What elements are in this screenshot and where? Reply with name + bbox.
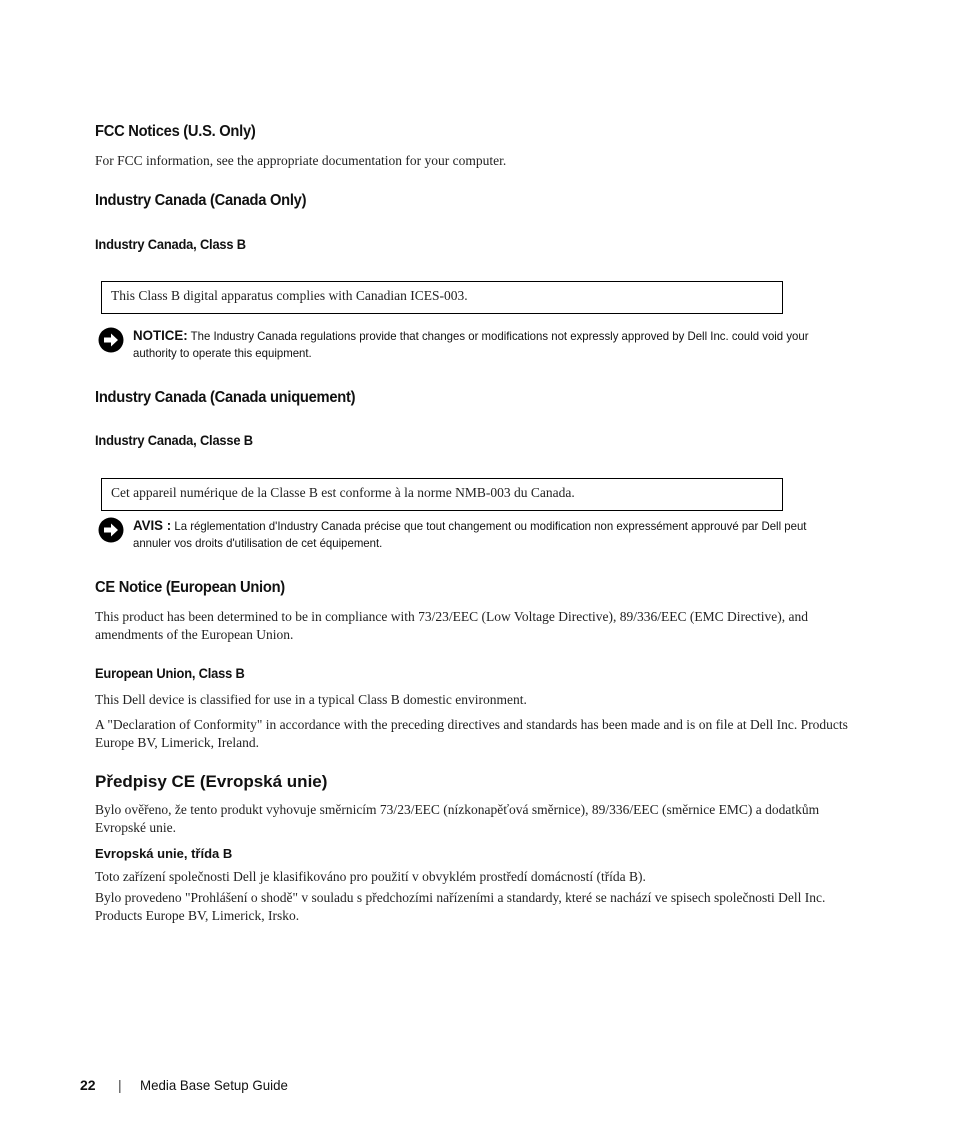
- avis-block: [98, 517, 863, 557]
- cz-heading: Předpisy CE (Evropská unie): [95, 772, 328, 791]
- notice-arrow-icon: [98, 517, 124, 543]
- ic-subheading: Industry Canada, Class B: [95, 236, 246, 252]
- icfr-heading: Industry Canada (Canada uniquement): [95, 389, 356, 406]
- fcc-text: For FCC information, see the appropriate documentation for your computer.: [95, 153, 507, 168]
- notice-text-wrap: [133, 327, 825, 362]
- avis-label: AVIS :: [133, 517, 172, 533]
- notice-block: [98, 327, 863, 367]
- ic-statement-box: [101, 281, 783, 314]
- eu-text-2: A "Declaration of Conformity" in accordance with the preceding directives and standards has been made and is on file at Dell Inc. Products Europe BV, Limerick, Ireland.: [95, 717, 848, 750]
- icfr-statement-text: Cet appareil numérique de la Classe B est conforme à la norme NMB-003 du Canada.: [111, 485, 575, 500]
- notice-label: NOTICE:: [133, 327, 188, 343]
- eu-text-1: This Dell device is classified for use in a typical Class B domestic environment.: [95, 692, 527, 707]
- icfr-statement-box: [101, 478, 783, 511]
- ce-heading: CE Notice (European Union): [95, 579, 285, 596]
- avis-text: La réglementation d'Industry Canada précise que tout changement ou modification non expressément approuvé par Dell peut annuler vos droits d'utilisation de cet équipement.: [133, 519, 807, 550]
- notice-text: The Industry Canada regulations provide that changes or modifications not expressly approved by Dell Inc. could void your authority to operate this equipment.: [133, 329, 809, 360]
- cz-text-1: Toto zařízení společnosti Dell je klasifikováno pro použití v obvyklém prostředí domácností (třída B).: [95, 869, 646, 884]
- fcc-heading: FCC Notices (U.S. Only): [95, 123, 256, 140]
- icfr-subheading: Industry Canada, Classe B: [95, 432, 253, 448]
- ic-heading: Industry Canada (Canada Only): [95, 192, 307, 209]
- cz-text-2: Bylo provedeno "Prohlášení o shodě" v souladu s předchozími nařízeními a standardy, které se nachází ve spisech společnosti Dell Inc. Products Europe BV, Limerick, Irsko.: [95, 890, 826, 923]
- footer-title: Media Base Setup Guide: [140, 1077, 288, 1093]
- footer-separator: |: [118, 1077, 122, 1093]
- ce-text: This product has been determined to be in compliance with 73/23/EEC (Low Voltage Directive), 89/336/EEC (EMC Directive), and amendments of the European Union.: [95, 609, 808, 642]
- cz-subheading: Evropská unie, třída B: [95, 846, 233, 861]
- ic-statement-text: This Class B digital apparatus complies with Canadian ICES-003.: [111, 288, 468, 303]
- notice-arrow-icon: [98, 327, 124, 353]
- avis-text-wrap: [133, 517, 825, 552]
- cz-text: Bylo ověřeno, že tento produkt vyhovuje směrnicím 73/23/EEC (nízkonapěťová směrnice), 89/336/EEC (směrnice EMC) a dodatkům Evropské unie.: [95, 802, 820, 835]
- page-number: 22: [80, 1077, 96, 1093]
- eu-subheading: European Union, Class B: [95, 665, 245, 681]
